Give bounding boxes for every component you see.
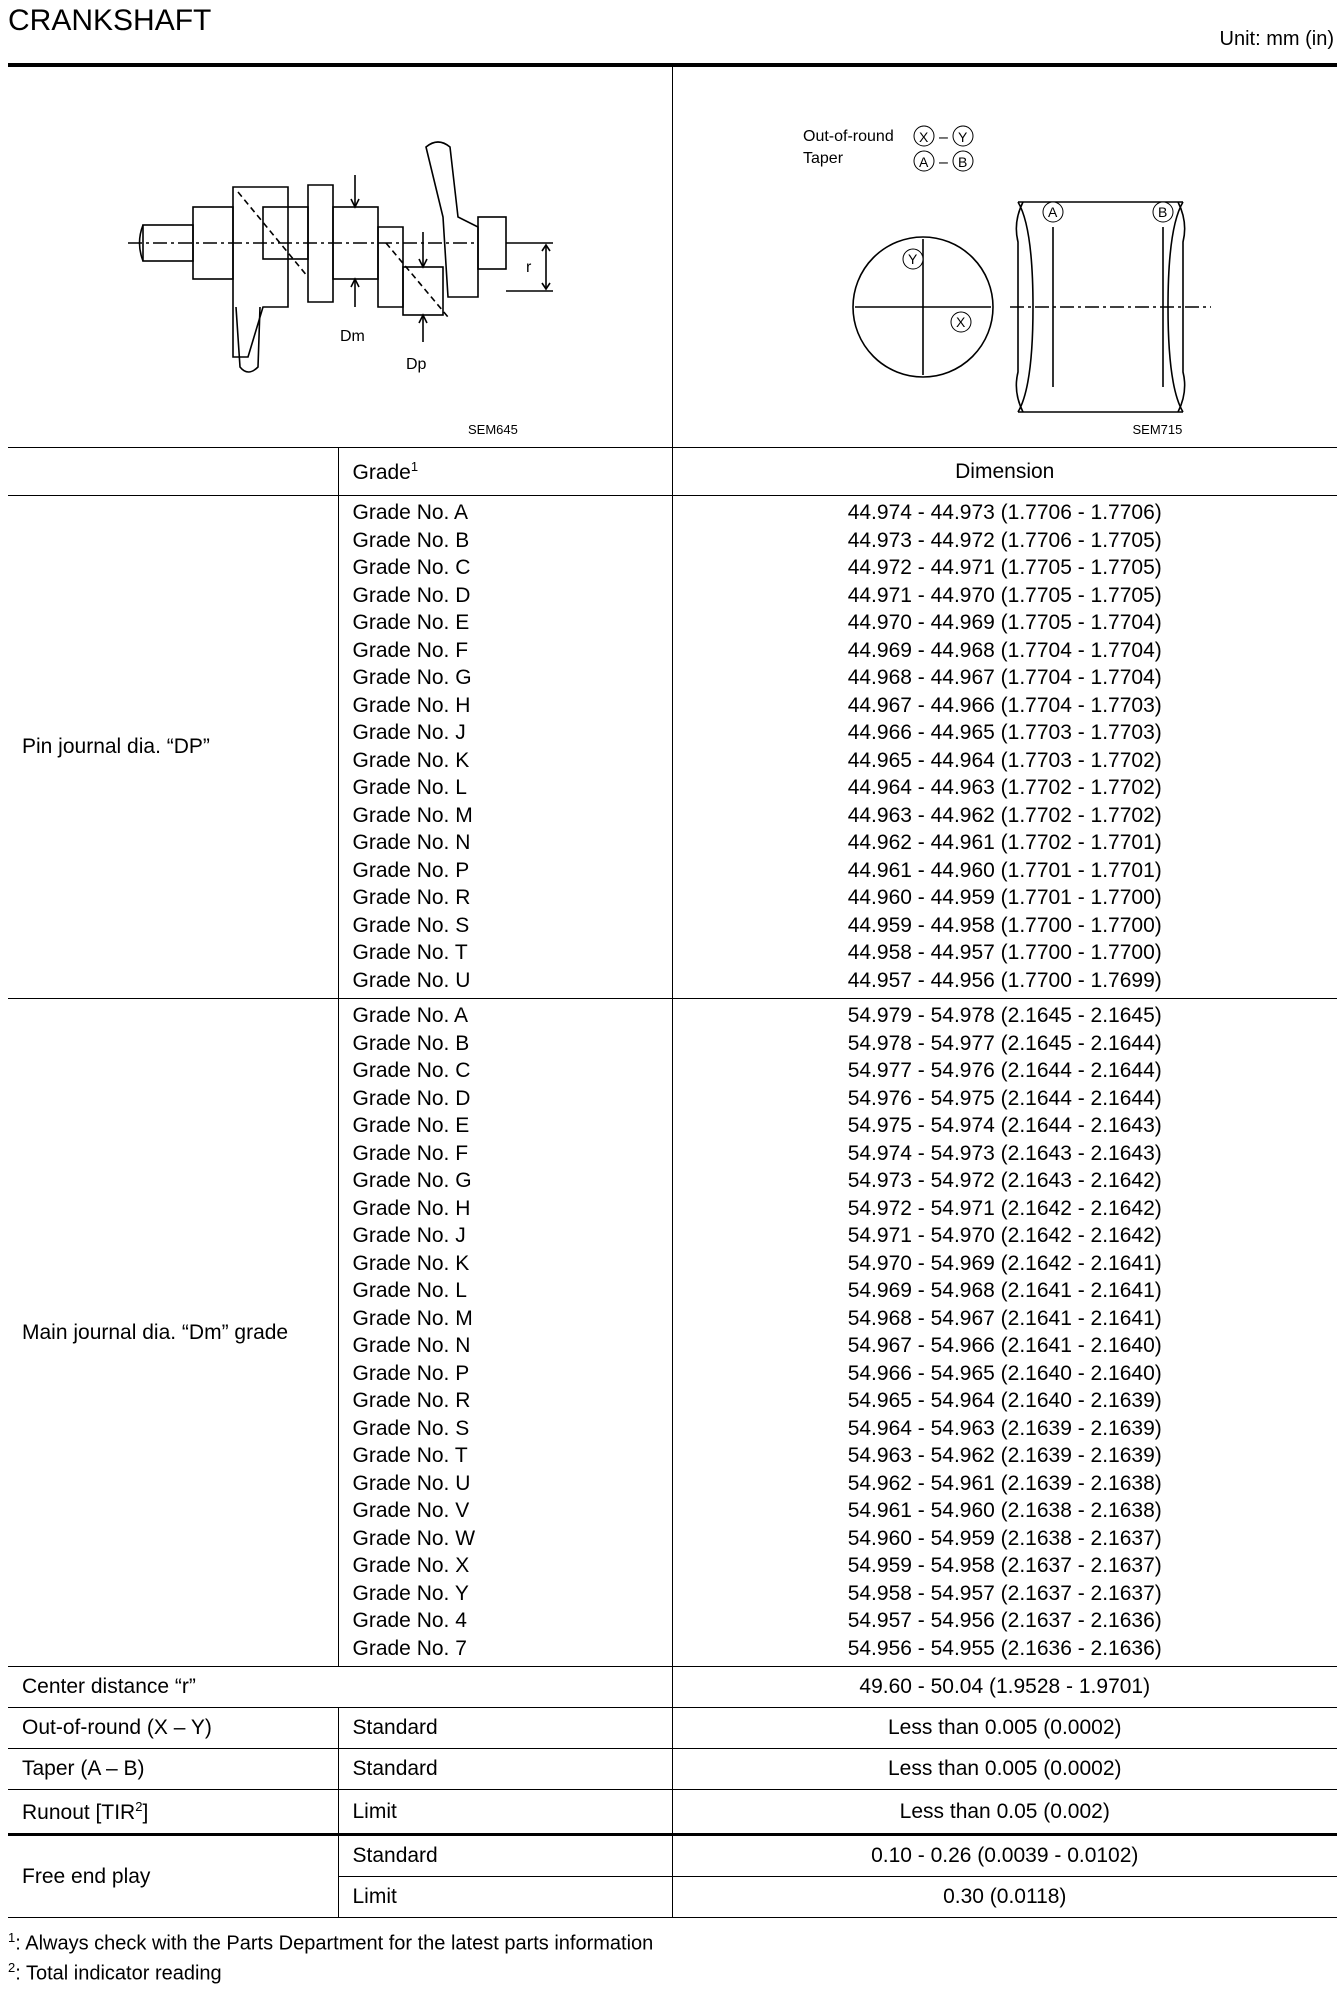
out-of-round-value: Less than 0.005 (0.0002) xyxy=(672,1708,1337,1749)
dimension-item: 44.965 - 44.964 (1.7703 - 1.7702) xyxy=(847,748,1162,772)
grade-item: Grade No. F xyxy=(352,1141,469,1165)
grade-item: Grade No. B xyxy=(352,1031,470,1055)
grade-item: Grade No. E xyxy=(352,1114,470,1137)
grade-item: Grade No. T xyxy=(352,941,468,964)
end-play-limit-value: 0.30 (0.0118) xyxy=(672,1877,1337,1918)
dimension-item: 54.977 - 54.976 (2.1644 - 2.1644) xyxy=(847,1059,1162,1082)
dimension-item: 44.967 - 44.966 (1.7704 - 1.7703) xyxy=(847,693,1162,717)
grade-item: Grade No. 7 xyxy=(352,1636,467,1660)
dimension-item: 44.964 - 44.963 (1.7702 - 1.7702) xyxy=(847,776,1162,799)
dimension-item: 54.971 - 54.970 (2.1642 - 2.1642) xyxy=(847,1224,1162,1247)
grade-item: Grade No. M xyxy=(352,1306,473,1330)
grade-item: Grade No. N xyxy=(352,1334,471,1357)
dimension-item: 44.958 - 44.957 (1.7700 - 1.7700) xyxy=(847,941,1162,964)
header-empty xyxy=(8,448,338,496)
grade-item: Grade No. S xyxy=(352,913,470,937)
svg-text:B: B xyxy=(957,154,967,170)
out-of-round-taper-diagram xyxy=(673,67,1338,447)
dimension-item: 44.969 - 44.968 (1.7704 - 1.7704) xyxy=(847,638,1162,662)
pin-dims-cell xyxy=(672,496,1337,999)
dimension-item: 54.979 - 54.978 (2.1645 - 2.1645) xyxy=(847,1004,1162,1027)
taper-value: Less than 0.005 (0.0002) xyxy=(672,1749,1337,1790)
dimension-item: 54.961 - 54.960 (2.1638 - 2.1638) xyxy=(847,1499,1162,1522)
figure-row xyxy=(8,67,1337,448)
dimension-item: 44.973 - 44.972 (1.7706 - 1.7705) xyxy=(847,528,1162,552)
svg-text:Y: Y xyxy=(907,251,917,267)
dimension-item: 54.958 - 54.957 (2.1637 - 2.1637) xyxy=(847,1581,1162,1605)
pin-journal-label: Pin journal dia. “DP” xyxy=(8,496,338,999)
dimension-item: 44.968 - 44.967 (1.7704 - 1.7704) xyxy=(847,666,1162,689)
dimension-item: 44.966 - 44.965 (1.7703 - 1.7703) xyxy=(847,721,1162,744)
grade-item: Grade No. H xyxy=(352,1196,471,1220)
center-distance-label: Center distance “r” xyxy=(8,1667,672,1708)
center-distance-value: 49.60 - 50.04 (1.9528 - 1.9701) xyxy=(672,1667,1337,1708)
grade-item: Grade No. L xyxy=(352,1279,467,1302)
dimension-item: 44.971 - 44.970 (1.7705 - 1.7705) xyxy=(847,583,1162,607)
runout-value: Less than 0.05 (0.002) xyxy=(672,1790,1337,1835)
crankshaft-spec-table xyxy=(8,66,1337,1918)
dimension-item: 54.964 - 54.963 (2.1639 - 2.1639) xyxy=(847,1416,1162,1440)
main-dims-cell xyxy=(672,999,1337,1667)
dm-label: Dm xyxy=(340,328,365,345)
grade-item: Grade No. U xyxy=(352,1471,471,1495)
dimension-item: 54.966 - 54.965 (2.1640 - 2.1640) xyxy=(847,1361,1162,1385)
svg-text:B: B xyxy=(1157,204,1167,220)
dimension-item: 54.978 - 54.977 (2.1645 - 2.1644) xyxy=(847,1031,1162,1055)
taper-type: Standard xyxy=(338,1749,672,1790)
dimension-item: 44.962 - 44.961 (1.7702 - 1.7701) xyxy=(847,831,1162,854)
grade-item: Grade No. H xyxy=(352,693,471,717)
dimension-item: 54.967 - 54.966 (2.1641 - 2.1640) xyxy=(847,1334,1162,1357)
crankshaft-figure xyxy=(8,67,672,448)
dimension-item: 44.959 - 44.958 (1.7700 - 1.7700) xyxy=(847,913,1162,937)
grade-item: Grade No. P xyxy=(352,858,470,882)
taper-label: Taper (A – B) xyxy=(8,1749,338,1790)
out-of-round-type: Standard xyxy=(338,1708,672,1749)
grade-item: Grade No. 4 xyxy=(352,1609,467,1632)
header-grade: Grade$^1$ xyxy=(338,448,672,496)
grade-item: Grade No. J xyxy=(352,1224,466,1247)
crankshaft-diagram xyxy=(8,67,672,447)
grade-item: Grade No. W xyxy=(352,1526,476,1550)
grade-item: Grade No. G xyxy=(352,666,472,689)
grade-item: Grade No. J xyxy=(352,721,466,744)
svg-text:X: X xyxy=(955,314,965,330)
dimension-item: 54.968 - 54.967 (2.1641 - 2.1641) xyxy=(847,1306,1162,1330)
header-row xyxy=(8,448,1337,496)
runout-type: Limit xyxy=(338,1790,672,1835)
main-journal-row xyxy=(8,999,1337,1667)
dimension-item: 54.972 - 54.971 (2.1642 - 2.1642) xyxy=(847,1196,1162,1220)
grade-item: Grade No. M xyxy=(352,803,473,827)
main-grade-list xyxy=(339,999,672,1666)
grade-item: Grade No. N xyxy=(352,831,471,854)
dimension-item: 44.963 - 44.962 (1.7702 - 1.7702) xyxy=(847,803,1162,827)
grade-item: Grade No. D xyxy=(352,1086,471,1110)
svg-text:Y: Y xyxy=(957,129,967,145)
dimension-item: 54.976 - 54.975 (2.1644 - 2.1644) xyxy=(847,1086,1162,1110)
end-play-label: Free end play xyxy=(8,1835,338,1918)
svg-text:A: A xyxy=(1047,204,1057,220)
dimension-item: 44.970 - 44.969 (1.7705 - 1.7704) xyxy=(847,611,1162,634)
dimension-item: 44.960 - 44.959 (1.7701 - 1.7700) xyxy=(847,886,1162,909)
end-play-standard-type: Standard xyxy=(338,1835,672,1877)
dimension-item: 54.957 - 54.956 (2.1637 - 2.1636) xyxy=(847,1609,1162,1632)
grade-item: Grade No. R xyxy=(352,1389,471,1412)
dimension-item: 44.957 - 44.956 (1.7700 - 1.7699) xyxy=(847,968,1162,992)
grade-item: Grade No. A xyxy=(352,501,469,524)
grade-item: Grade No. C xyxy=(352,556,471,579)
dimension-item: 44.961 - 44.960 (1.7701 - 1.7701) xyxy=(847,858,1162,882)
unit-label: Unit: mm (in) xyxy=(1219,28,1334,50)
grade-item: Grade No. U xyxy=(352,968,471,992)
legend-taper: Taper xyxy=(802,150,843,167)
svg-text:–: – xyxy=(938,154,948,171)
dimension-item: 54.974 - 54.973 (2.1643 - 2.1643) xyxy=(847,1141,1162,1165)
grade-item: Grade No. A xyxy=(352,1004,469,1027)
dimension-item: 54.959 - 54.958 (2.1637 - 2.1637) xyxy=(847,1554,1162,1577)
footnote-1: $^1$: Always check with the Parts Department for the latest parts information xyxy=(8,1930,654,1955)
out-of-round-label: Out-of-round (X – Y) xyxy=(8,1708,338,1749)
runout-row xyxy=(8,1790,1337,1835)
grade-item: Grade No. C xyxy=(352,1059,471,1082)
journal-measurement-figure xyxy=(672,67,1337,448)
grade-item: Grade No. Y xyxy=(352,1581,469,1605)
grade-item: Grade No. T xyxy=(352,1444,468,1467)
grade-item: Grade No. E xyxy=(352,611,470,634)
grade-item: Grade No. V xyxy=(352,1499,470,1522)
grade-item: Grade No. G xyxy=(352,1169,472,1192)
main-grades-cell xyxy=(338,999,672,1667)
dp-label: Dp xyxy=(406,356,427,373)
dimension-item: 44.974 - 44.973 (1.7706 - 1.7706) xyxy=(847,501,1162,524)
pin-journal-row xyxy=(8,496,1337,999)
pin-grade-list xyxy=(339,496,672,998)
end-play-limit-type: Limit xyxy=(338,1877,672,1918)
grade-item: Grade No. K xyxy=(352,748,470,772)
dimension-item: 54.956 - 54.955 (2.1636 - 2.1636) xyxy=(847,1636,1162,1660)
dimension-item: 54.970 - 54.969 (2.1642 - 2.1641) xyxy=(847,1251,1162,1275)
header-dimension: Dimension xyxy=(672,448,1337,496)
dimension-item: 54.965 - 54.964 (2.1640 - 2.1639) xyxy=(847,1389,1162,1412)
end-play-standard-row xyxy=(8,1835,1337,1877)
svg-text:X: X xyxy=(918,129,928,145)
dimension-item: 54.960 - 54.959 (2.1638 - 2.1637) xyxy=(847,1526,1162,1550)
center-distance-row xyxy=(8,1667,1337,1708)
grade-item: Grade No. K xyxy=(352,1251,470,1275)
out-of-round-row xyxy=(8,1708,1337,1749)
pin-dimension-list xyxy=(673,496,1338,998)
pin-grades-cell xyxy=(338,496,672,999)
grade-item: Grade No. P xyxy=(352,1361,470,1385)
page-title: CRANKSHAFT xyxy=(8,4,212,37)
grade-item: Grade No. B xyxy=(352,528,470,552)
figure-code-right: SEM715 xyxy=(1132,422,1183,437)
figure-code-left: SEM645 xyxy=(468,422,518,437)
dimension-item: 44.972 - 44.971 (1.7705 - 1.7705) xyxy=(847,556,1162,579)
r-label: r xyxy=(526,259,532,276)
svg-text:A: A xyxy=(918,154,928,170)
legend-out-of-round: Out-of-round xyxy=(802,128,894,145)
dimension-item: 54.963 - 54.962 (2.1639 - 2.1639) xyxy=(847,1444,1162,1467)
runout-label: Runout [TIR$^2$] xyxy=(8,1790,338,1835)
grade-item: Grade No. L xyxy=(352,776,467,799)
dimension-item: 54.969 - 54.968 (2.1641 - 2.1641) xyxy=(847,1279,1162,1302)
dimension-item: 54.962 - 54.961 (2.1639 - 2.1638) xyxy=(847,1471,1162,1495)
dimension-item: 54.973 - 54.972 (2.1643 - 2.1642) xyxy=(847,1169,1162,1192)
grade-item: Grade No. S xyxy=(352,1416,470,1440)
taper-row xyxy=(8,1749,1337,1790)
footnote-2: $^2$: Total indicator reading xyxy=(8,1960,222,1985)
end-play-standard-value: 0.10 - 0.26 (0.0039 - 0.0102) xyxy=(672,1835,1337,1877)
dimension-item: 54.975 - 54.974 (2.1644 - 2.1643) xyxy=(847,1114,1162,1137)
main-journal-label: Main journal dia. “Dm” grade xyxy=(8,999,338,1667)
grade-item: Grade No. F xyxy=(352,638,469,662)
svg-text:–: – xyxy=(938,129,948,146)
grade-item: Grade No. X xyxy=(352,1554,470,1577)
grade-item: Grade No. D xyxy=(352,583,471,607)
main-dimension-list xyxy=(673,999,1338,1666)
grade-item: Grade No. R xyxy=(352,886,471,909)
